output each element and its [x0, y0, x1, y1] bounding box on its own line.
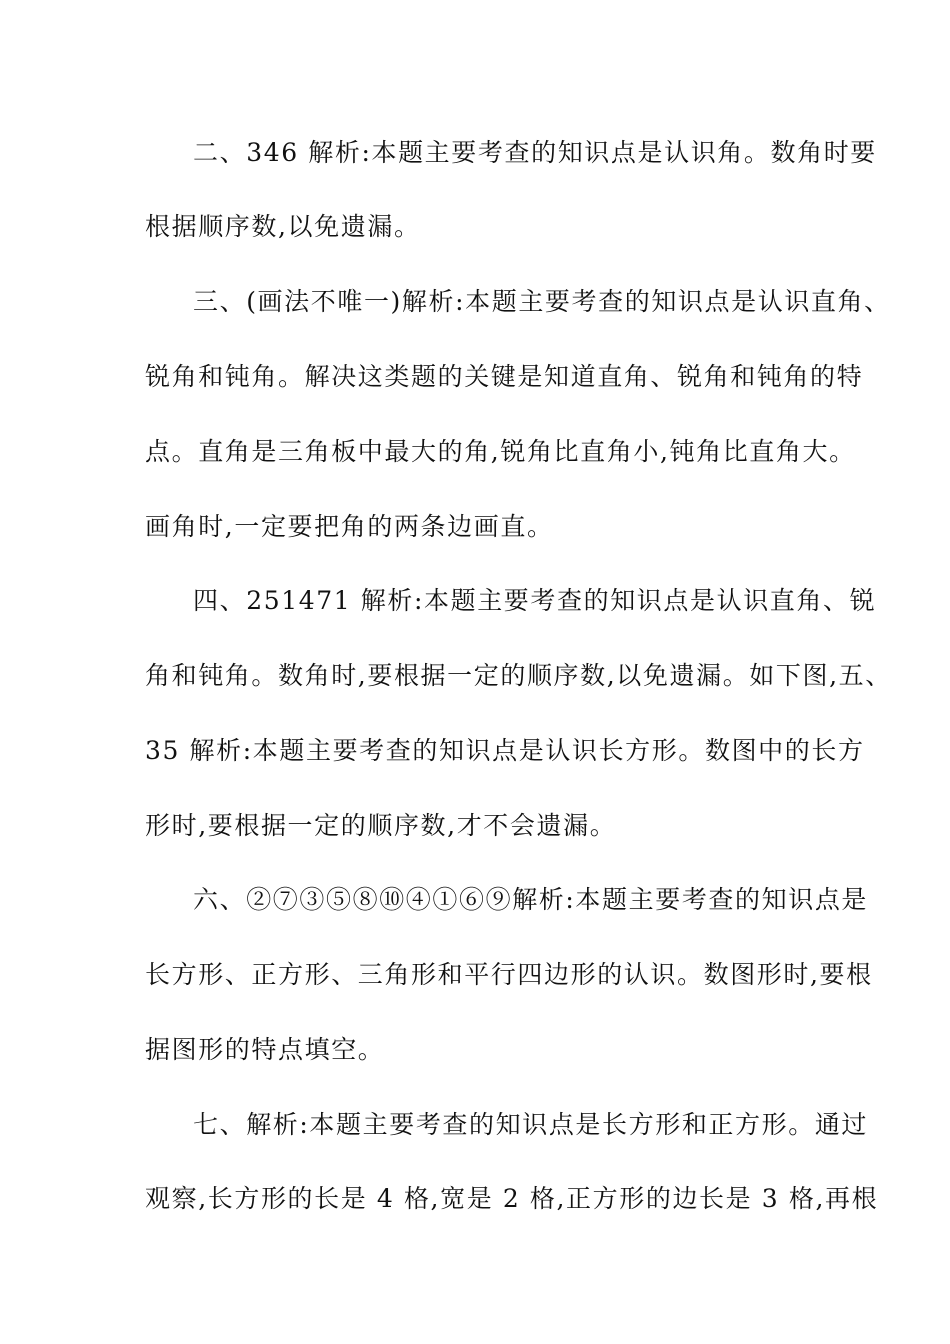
text-line: 六、②⑦③⑤⑧⑩④①⑥⑨解析:本题主要考查的知识点是	[193, 885, 869, 914]
text-line: 点。直角是三角板中最大的角,锐角比直角小,钝角比直角大。	[145, 437, 856, 466]
text-line: 角和钝角。数角时,要根据一定的顺序数,以免遗漏。如下图,五、	[145, 661, 892, 690]
text-line: 二、346 解析:本题主要考查的知识点是认识角。数角时要	[193, 138, 877, 167]
text-line: 三、(画法不唯一)解析:本题主要考查的知识点是认识直角、	[193, 287, 891, 316]
text-line: 锐角和钝角。解决这类题的关键是知道直角、锐角和钝角的特	[145, 362, 864, 391]
text-line: 据图形的特点填空。	[145, 1035, 385, 1064]
text-line: 形时,要根据一定的顺序数,才不会遗漏。	[145, 811, 617, 840]
text-line: 画角时,一定要把角的两条边画直。	[145, 512, 554, 541]
text-line: 观察,长方形的长是 4 格,宽是 2 格,正方形的边长是 3 格,再根	[145, 1184, 879, 1213]
text-line: 长方形、正方形、三角形和平行四边形的认识。数图形时,要根	[145, 960, 873, 989]
text-line: 根据顺序数,以免遗漏。	[145, 212, 421, 241]
text-line: 七、解析:本题主要考查的知识点是长方形和正方形。通过	[193, 1110, 869, 1139]
text-line: 35 解析:本题主要考查的知识点是认识长方形。数图中的长方	[145, 736, 865, 765]
text-line: 四、251471 解析:本题主要考查的知识点是认识直角、锐	[193, 586, 877, 615]
